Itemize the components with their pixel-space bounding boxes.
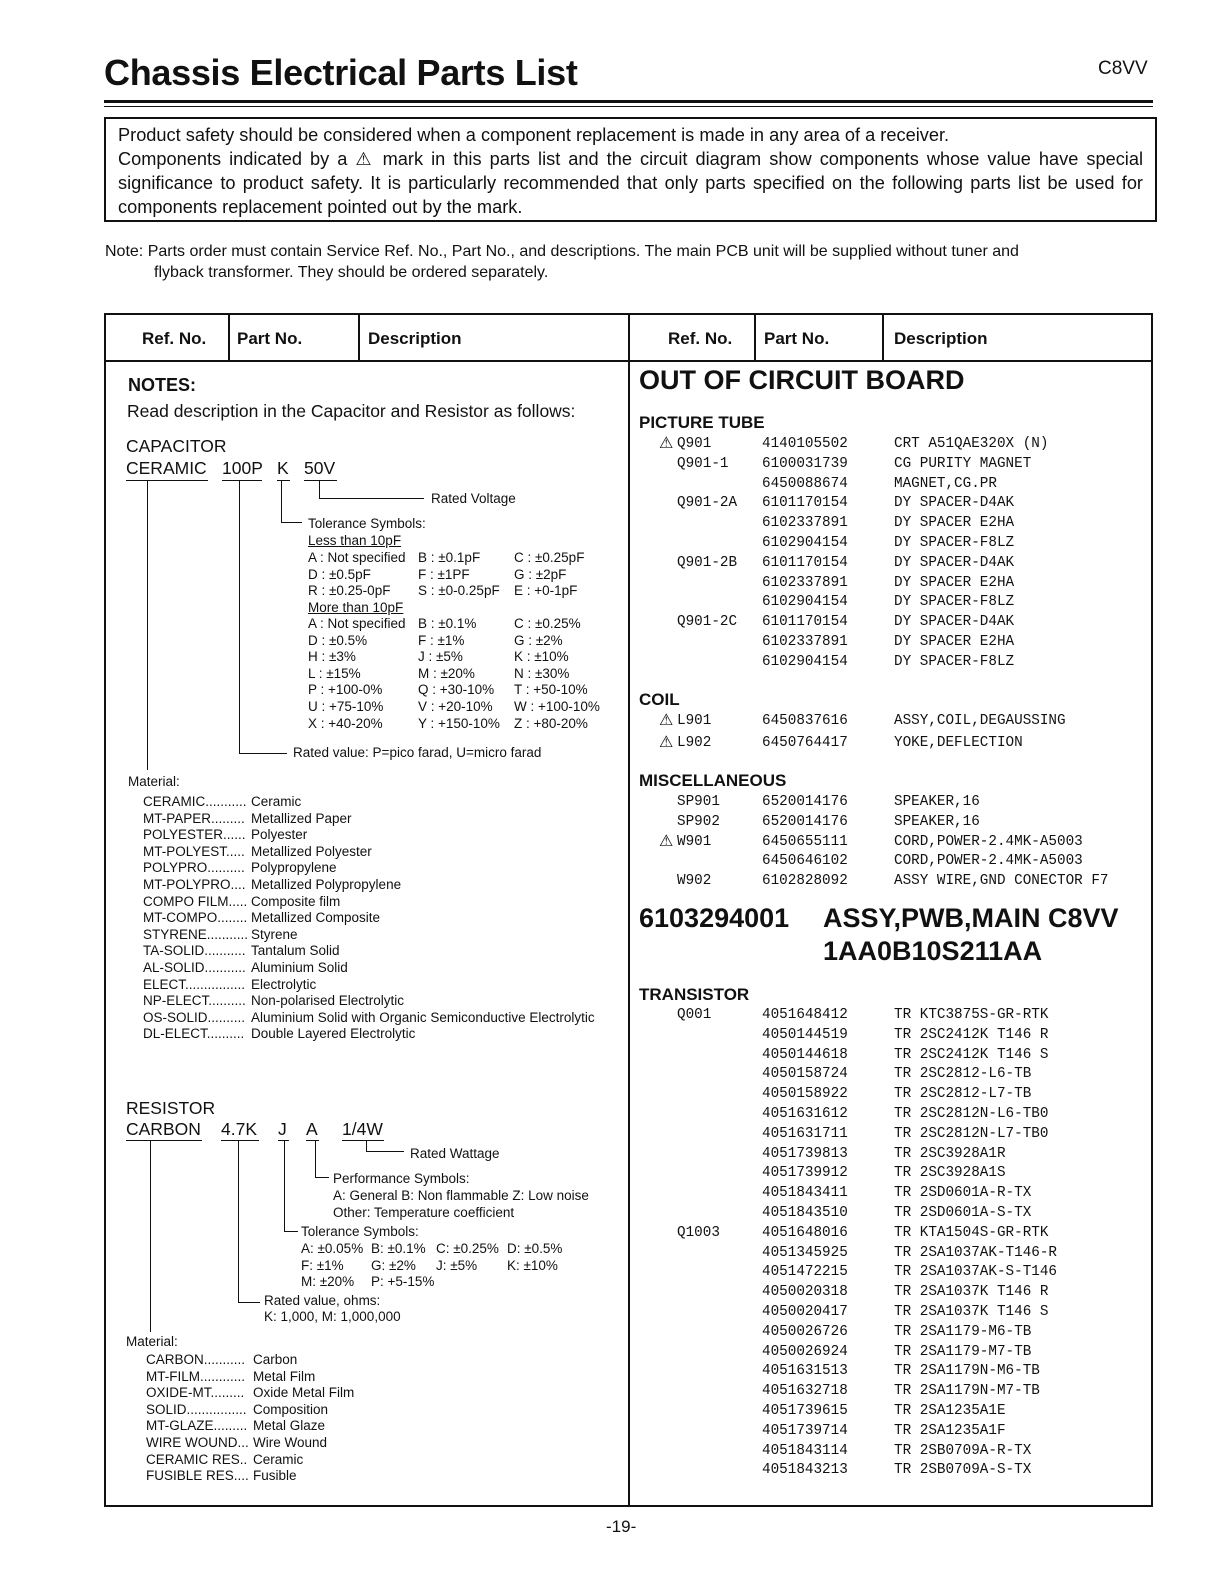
res-leader <box>284 1140 285 1231</box>
res-leader <box>284 1231 298 1232</box>
material-code: STYRENE........... <box>143 926 249 942</box>
part-description: ASSY WIRE,GND CONECTOR F7 <box>894 873 1109 890</box>
res-leader <box>238 1302 260 1303</box>
capacitor-code-tol: K <box>277 458 289 478</box>
part-number: 4050026924 <box>762 1343 848 1360</box>
res-leader <box>366 1140 367 1151</box>
tolerance-code: E : +0-1pF <box>514 583 578 598</box>
res-leader <box>315 1140 316 1177</box>
part-ref: Q901-2B <box>677 554 738 571</box>
res-perf-line2: Other: Temperature coefficient <box>333 1205 515 1220</box>
part-number: 6450764417 <box>762 734 848 751</box>
notes-title: NOTES: <box>128 375 197 395</box>
material-code: OXIDE-MT......... <box>146 1385 245 1401</box>
safety-notice <box>104 117 1157 222</box>
part-ref: SP902 <box>677 813 720 830</box>
part-description: SPEAKER,16 <box>894 794 980 810</box>
tolerance-code: Y : +150-10% <box>418 715 500 731</box>
material-desc: Metallized Polyester <box>251 843 372 859</box>
res-rated-value-2: K: 1,000, M: 1,000,000 <box>264 1309 401 1324</box>
tolerance-code: R : ±0.25-0pF <box>308 583 391 598</box>
part-ref: Q901-1 <box>677 455 729 472</box>
material-code: POLYPRO.......... <box>143 860 245 876</box>
part-description: YOKE,DEFLECTION <box>894 734 1023 751</box>
part-number: 6102904154 <box>762 594 848 611</box>
part-description: TR 2SA1179N-M6-TB <box>894 1363 1040 1380</box>
part-ref: L902 <box>677 734 712 751</box>
rated-wattage-label: Rated Wattage <box>410 1146 500 1161</box>
part-number: 4051631513 <box>762 1363 848 1380</box>
tolerance-code: S : ±0-0.25pF <box>418 583 500 598</box>
safety-line-1: Product safety should be considered when a component replacement is made in any area of a receiver. <box>118 125 950 145</box>
tolerance-code: B : ±0.1% <box>418 616 477 631</box>
capacitor-code-volt: 50V <box>304 458 336 478</box>
res-material-title: Material: <box>126 1334 178 1349</box>
material-code: SOLID................ <box>146 1401 247 1417</box>
tolerance-code: Z : +80-20% <box>514 715 588 731</box>
tolerance-code: A: ±0.05% <box>301 1241 364 1256</box>
cap-tolerance-title: Tolerance Symbols: <box>308 516 426 531</box>
material-desc: Metallized Composite <box>251 910 381 926</box>
tolerance-code: A : Not specified <box>308 550 406 565</box>
model-code: C8VV <box>1098 58 1148 79</box>
material-code: POLYESTER...... <box>143 827 246 843</box>
part-number: 6450646102 <box>762 853 848 870</box>
res-leader <box>315 1177 329 1178</box>
col-divider <box>228 315 230 360</box>
part-number: 6102337891 <box>762 634 848 650</box>
part-description: TR KTA1504S-GR-RTK <box>894 1224 1049 1241</box>
material-code: ELECT................ <box>143 976 246 992</box>
tolerance-code: K : ±10% <box>514 649 569 665</box>
resistor-code-value: 4.7K <box>221 1119 257 1139</box>
material-code: WIRE WOUND... <box>146 1435 249 1450</box>
part-description: TR 2SB0709A-R-TX <box>894 1442 1032 1459</box>
cap-leader <box>239 753 287 754</box>
tolerance-code: W : +100-10% <box>514 699 600 714</box>
part-description: TR 2SC3928A1R <box>894 1145 1006 1162</box>
part-number: 6520014176 <box>762 794 848 810</box>
part-number: 4051739714 <box>762 1422 848 1439</box>
tolerance-code: L : ±15% <box>308 665 361 681</box>
tolerance-code: A : Not specified <box>308 616 406 631</box>
col-header-desc-right: Description <box>894 329 988 348</box>
rated-voltage-label: Rated Voltage <box>431 491 516 506</box>
tolerance-code: G : ±2pF <box>514 566 567 582</box>
cap-leader <box>319 498 424 499</box>
material-code: CARBON........... <box>146 1352 246 1367</box>
part-description: TR 2SA1037K T146 R <box>894 1284 1049 1301</box>
out-of-board-title: OUT OF CIRCUIT BOARD <box>639 365 965 395</box>
cap-leader <box>239 480 240 753</box>
cap-leader <box>281 522 302 523</box>
part-number: 4051631711 <box>762 1125 848 1142</box>
part-description: TR 2SA1037K T146 S <box>894 1304 1049 1320</box>
part-description: TR 2SA1179-M7-TB <box>894 1343 1032 1360</box>
title-rule-thick <box>104 100 1153 103</box>
part-number: 6102337891 <box>762 574 848 591</box>
material-code: NP-ELECT.......... <box>143 993 246 1009</box>
part-description: TR 2SD0601A-R-TX <box>894 1185 1032 1202</box>
tolerance-code: X : +40-20% <box>308 715 383 731</box>
warning-icon: ⚠ <box>659 712 674 729</box>
res-rated-value: Rated value, ohms: <box>264 1293 381 1308</box>
cap-leader <box>281 480 282 522</box>
tolerance-code: M : ±20% <box>418 665 475 681</box>
res-leader <box>238 1140 239 1302</box>
part-description: TR 2SC2812-L6-TB <box>894 1066 1032 1083</box>
material-desc: Double Layered Electrolytic <box>251 1026 416 1042</box>
part-number: 4051843510 <box>762 1205 848 1221</box>
tolerance-code: P: +5-15% <box>371 1274 435 1290</box>
res-underline <box>126 1140 202 1141</box>
part-description: TR 2SC2812-L7-TB <box>894 1086 1032 1103</box>
part-ref: SP901 <box>677 794 720 810</box>
part-description: DY SPACER-F8LZ <box>894 594 1015 611</box>
col-header-ref: Ref. No. <box>142 329 207 348</box>
part-description: SPEAKER,16 <box>894 813 980 830</box>
tolerance-code: M: ±20% <box>301 1274 355 1290</box>
part-description: TR 2SC2412K T146 R <box>894 1026 1049 1043</box>
part-ref: Q901 <box>677 436 712 452</box>
tolerance-code: V : +20-10% <box>418 699 493 714</box>
res-underline <box>221 1140 259 1141</box>
part-number: 4051739813 <box>762 1145 848 1162</box>
part-description: CORD,POWER-2.4MK-A5003 <box>894 853 1083 870</box>
part-number: 4140105502 <box>762 436 848 452</box>
material-code: COMPO FILM..... <box>143 893 248 909</box>
part-description: ASSY,COIL,DEGAUSSING <box>894 713 1066 729</box>
col-divider <box>882 315 884 360</box>
tolerance-code: H : ±3% <box>308 649 356 665</box>
material-desc: Composition <box>253 1401 329 1417</box>
note-line-1: Note: Parts order must contain Service Ref. No., Part No., and descriptions. The main PCB unit will be supplied without tuner and <box>105 243 1019 260</box>
res-underline <box>306 1140 319 1141</box>
res-perf-title: Performance Symbols: <box>333 1171 470 1186</box>
material-code: TA-SOLID........... <box>143 943 246 959</box>
order-note <box>105 241 1145 283</box>
material-desc: Metallized Paper <box>251 810 352 826</box>
part-number: 6520014176 <box>762 813 848 830</box>
part-number: 4050020417 <box>762 1304 848 1320</box>
note-line-2: flyback transformer. They should be ordered separately. <box>154 264 549 281</box>
col-header-part-right: Part No. <box>764 329 830 348</box>
cap-more-title: More than 10pF <box>308 600 404 615</box>
material-desc: Composite film <box>251 893 341 909</box>
part-ref: Q901-2A <box>677 495 738 512</box>
res-underline <box>342 1140 384 1141</box>
material-desc: Carbon <box>253 1352 298 1367</box>
material-desc: Aluminium Solid <box>251 960 348 975</box>
part-number: 4051631612 <box>762 1106 848 1122</box>
part-description: DY SPACER-F8LZ <box>894 535 1015 551</box>
section-title: MISCELLANEOUS <box>639 771 787 790</box>
material-code: CERAMIC RES.. <box>146 1451 248 1467</box>
material-desc: Metallized Polypropylene <box>251 877 402 892</box>
tolerance-code: F : ±1PF <box>418 566 470 582</box>
part-number: 4051739615 <box>762 1403 848 1419</box>
resistor-code-perf: A <box>306 1119 318 1139</box>
tolerance-code: Q : +30-10% <box>418 682 495 698</box>
resistor-code-type: CARBON <box>126 1119 201 1139</box>
part-ref: Q901-2C <box>677 614 738 631</box>
section-title: PICTURE TUBE <box>639 413 765 432</box>
part-number: 6102904154 <box>762 653 848 670</box>
part-description: DY SPACER-F8LZ <box>894 653 1015 670</box>
part-number: 4051648016 <box>762 1224 848 1241</box>
part-ref: W902 <box>677 873 712 890</box>
part-description: DY SPACER-D4AK <box>894 554 1015 571</box>
cap-less-title: Less than 10pF <box>308 533 402 548</box>
part-description: TR KTC3875S-GR-RTK <box>894 1007 1049 1023</box>
material-code: MT-GLAZE......... <box>146 1418 248 1434</box>
part-number: 4050158724 <box>762 1066 848 1083</box>
res-perf-line1: A: General B: Non flammable Z: Low noise <box>333 1188 589 1203</box>
assy-desc-1: ASSY,PWB,MAIN C8VV <box>823 903 1119 933</box>
part-ref: L901 <box>677 713 712 729</box>
section-title: COIL <box>639 690 680 709</box>
material-code: OS-SOLID.......... <box>143 1009 246 1025</box>
part-ref: Q001 <box>677 1007 712 1023</box>
tolerance-code: B: ±0.1% <box>371 1241 426 1256</box>
material-code: MT-COMPO........ <box>143 910 248 926</box>
part-number: 6101170154 <box>762 554 848 571</box>
part-description: TR 2SC2812N-L7-TB0 <box>894 1125 1049 1142</box>
capacitor-code-value: 100P <box>222 458 263 478</box>
col-header-desc: Description <box>368 329 462 348</box>
material-desc: Metal Glaze <box>253 1418 326 1434</box>
capacitor-code-type: CERAMIC <box>126 458 207 478</box>
res-tol-title: Tolerance Symbols: <box>301 1224 419 1239</box>
part-number: 6450088674 <box>762 475 848 492</box>
part-number: 6102904154 <box>762 535 848 551</box>
part-description: DY SPACER E2HA <box>894 634 1015 650</box>
part-description: CG PURITY MAGNET <box>894 455 1032 472</box>
part-number: 6450837616 <box>762 713 848 729</box>
part-description: TR 2SD0601A-S-TX <box>894 1205 1032 1221</box>
resistor-label: RESISTOR <box>126 1098 216 1118</box>
part-description: MAGNET,CG.PR <box>894 475 997 492</box>
part-description: TR 2SC2812N-L6-TB0 <box>894 1106 1049 1122</box>
center-divider <box>628 315 630 1505</box>
cap-rated-value: Rated value: P=pico farad, U=micro farad <box>293 745 542 760</box>
material-code: MT-POLYPRO.... <box>143 877 246 892</box>
cap-underline <box>222 480 262 481</box>
material-desc: Electrolytic <box>251 976 317 992</box>
part-description: TR 2SA1037AK-T146-R <box>894 1244 1058 1261</box>
material-desc: Oxide Metal Film <box>253 1385 355 1401</box>
part-description: TR 2SB0709A-S-TX <box>894 1462 1032 1479</box>
resistor-code-watt: 1/4W <box>342 1119 383 1139</box>
part-description: DY SPACER-D4AK <box>894 495 1015 512</box>
part-description: CRT A51QAE320X (N) <box>894 436 1049 452</box>
capacitor-label: CAPACITOR <box>126 436 227 456</box>
warning-icon: ⚠ <box>659 832 674 850</box>
material-code: MT-FILM............ <box>146 1368 246 1384</box>
material-desc: Polyester <box>251 827 308 843</box>
part-description: TR 2SC3928A1S <box>894 1165 1006 1182</box>
tolerance-code: T : +50-10% <box>514 682 588 698</box>
tolerance-code: D : ±0.5pF <box>308 566 371 582</box>
part-number: 6100031739 <box>762 455 848 472</box>
part-number: 4050020318 <box>762 1284 848 1301</box>
part-description: DY SPACER-D4AK <box>894 614 1015 631</box>
tolerance-code: C: ±0.25% <box>436 1241 499 1256</box>
tolerance-code: D: ±0.5% <box>507 1241 563 1256</box>
part-number: 4050026726 <box>762 1323 848 1340</box>
part-number: 6101170154 <box>762 614 848 631</box>
warning-icon: ⚠ <box>659 733 674 751</box>
part-number: 6450655111 <box>762 833 848 850</box>
material-desc: Styrene <box>251 926 298 942</box>
part-description: CORD,POWER-2.4MK-A5003 <box>894 833 1083 850</box>
material-desc: Ceramic <box>253 1451 304 1467</box>
title-rule-thin <box>104 106 1153 107</box>
tolerance-code: F : ±1% <box>418 632 465 648</box>
part-description: TR 2SA1179N-M7-TB <box>894 1383 1040 1400</box>
header-rule <box>106 360 1151 362</box>
material-desc: Tantalum Solid <box>251 943 340 959</box>
material-desc: Fusible <box>253 1468 297 1484</box>
part-number: 4050158922 <box>762 1086 848 1103</box>
notes-intro: Read description in the Capacitor and Resistor as follows: <box>127 401 576 421</box>
transistor-title: TRANSISTOR <box>639 985 750 1004</box>
tolerance-code: P : +100-0% <box>308 682 383 698</box>
tolerance-code: C : ±0.25pF <box>514 550 585 565</box>
part-number: 4051843213 <box>762 1462 848 1479</box>
res-leader <box>150 1140 151 1332</box>
cap-leader <box>147 480 148 770</box>
part-number: 4051843411 <box>762 1185 848 1202</box>
assy-part-number: 6103294001 <box>639 903 790 933</box>
material-code: AL-SOLID........... <box>143 960 246 975</box>
part-number: 6102828092 <box>762 873 848 890</box>
material-desc: Wire Wound <box>253 1435 328 1450</box>
part-description: DY SPACER E2HA <box>894 574 1015 591</box>
tolerance-code: C : ±0.25% <box>514 616 581 631</box>
resistor-code-tol: J <box>278 1119 287 1139</box>
warning-icon: ⚠ <box>659 435 674 452</box>
tolerance-code: G: ±2% <box>371 1257 416 1273</box>
part-ref: Q1003 <box>677 1224 720 1241</box>
part-description: TR 2SA1235A1E <box>894 1403 1006 1419</box>
material-desc: Non-polarised Electrolytic <box>251 993 405 1009</box>
part-description: TR 2SA1037AK-S-T146 <box>894 1264 1058 1281</box>
col-header-part: Part No. <box>237 329 303 348</box>
part-description: TR 2SA1235A1F <box>894 1422 1006 1439</box>
tolerance-code: G : ±2% <box>514 632 563 648</box>
material-code: MT-POLYEST..... <box>143 843 245 859</box>
part-ref: W901 <box>677 833 712 850</box>
cap-underline <box>126 480 208 481</box>
part-number: 4050144519 <box>762 1026 848 1043</box>
material-code: FUSIBLE RES.... <box>146 1468 249 1484</box>
part-number: 4051843114 <box>762 1442 848 1459</box>
safety-line-2: Components indicated by a ⚠ mark in this parts list and the circuit diagram show components whose value have special significance to product safety. It is particularly recommended that only parts specified on the following parts list be used for components replacement pointed out by the mark. <box>118 149 1143 217</box>
tolerance-code: U : +75-10% <box>308 699 384 714</box>
res-leader <box>366 1151 404 1152</box>
material-desc: Aluminium Solid with Organic Semiconductive Electrolytic <box>251 1009 595 1025</box>
material-desc: Metal Film <box>253 1368 316 1384</box>
material-desc: Polypropylene <box>251 860 337 876</box>
tolerance-code: N : ±30% <box>514 665 570 681</box>
part-number: 4051648412 <box>762 1007 848 1023</box>
part-number: 6101170154 <box>762 495 848 512</box>
material-code: DL-ELECT.......... <box>143 1026 245 1042</box>
material-desc: Ceramic <box>251 794 302 809</box>
tolerance-code: J : ±5% <box>418 649 463 665</box>
tolerance-code: F: ±1% <box>301 1257 344 1273</box>
part-description: TR 2SA1179-M6-TB <box>894 1323 1032 1340</box>
part-number: 4051739912 <box>762 1165 848 1182</box>
part-number: 6102337891 <box>762 515 848 532</box>
cap-leader <box>319 480 320 498</box>
part-number: 4051345925 <box>762 1244 848 1261</box>
col-divider <box>754 315 756 360</box>
col-divider <box>358 315 360 360</box>
cap-underline <box>304 480 337 481</box>
tolerance-code: J: ±5% <box>436 1257 478 1273</box>
page-number: -19- <box>606 1517 637 1536</box>
page-title: Chassis Electrical Parts List <box>104 52 578 93</box>
assy-desc-2: 1AA0B10S211AA <box>823 936 1043 966</box>
material-code: CERAMIC........... <box>143 794 247 809</box>
cap-underline <box>277 480 290 481</box>
part-number: 4050144618 <box>762 1046 848 1063</box>
part-number: 4051632718 <box>762 1383 848 1400</box>
part-description: DY SPACER E2HA <box>894 515 1015 532</box>
material-code: MT-PAPER......... <box>143 810 245 826</box>
part-description: TR 2SC2412K T146 S <box>894 1046 1049 1063</box>
tolerance-code: B : ±0.1pF <box>418 550 481 565</box>
col-header-ref-right: Ref. No. <box>668 329 733 348</box>
tolerance-code: K: ±10% <box>507 1257 558 1273</box>
part-number: 4051472215 <box>762 1264 848 1281</box>
cap-material-title: Material: <box>128 774 180 789</box>
tolerance-code: D : ±0.5% <box>308 632 368 648</box>
